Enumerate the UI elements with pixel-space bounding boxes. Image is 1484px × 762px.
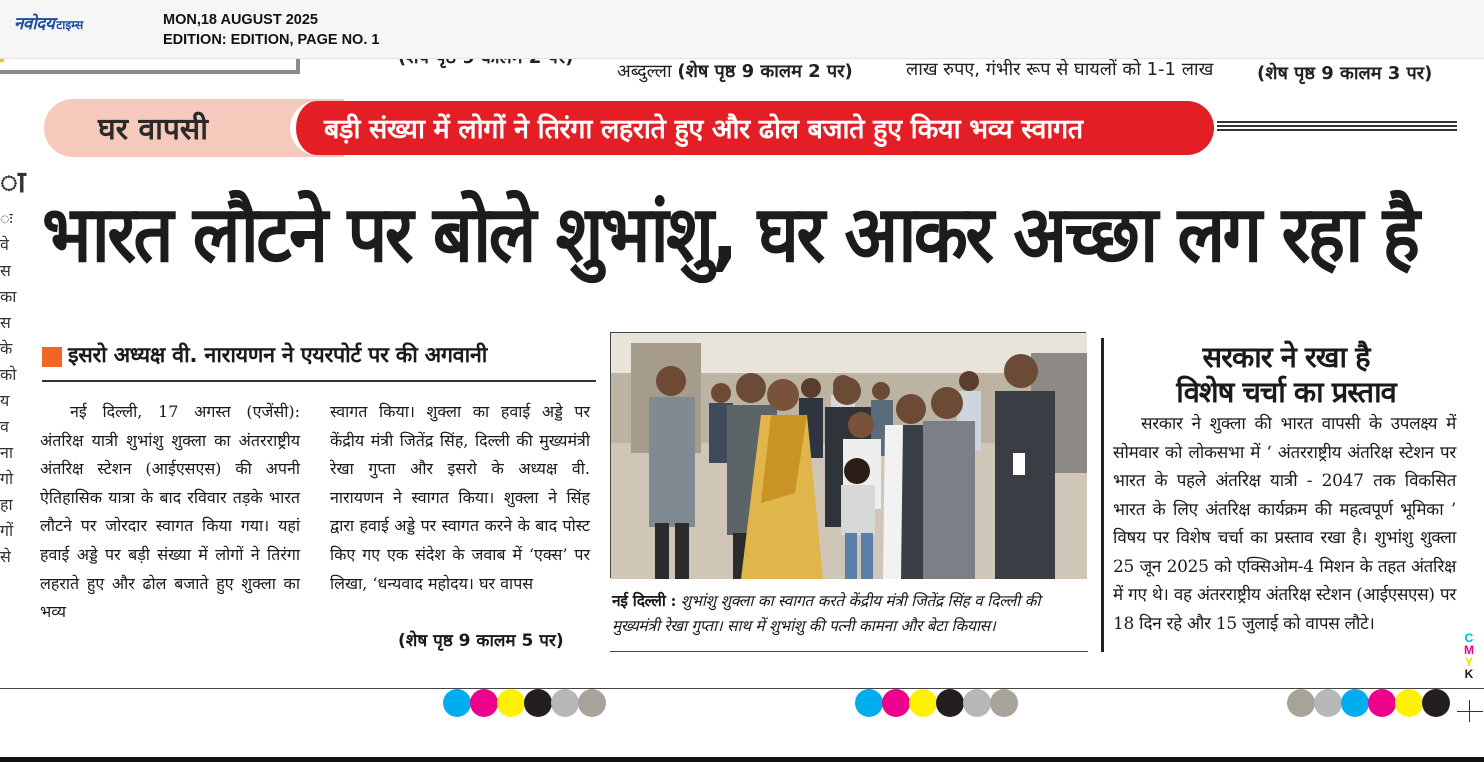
story-jump-line: (शेष पृष्ठ 9 कालम 5 पर) bbox=[398, 631, 564, 651]
color-bar-3 bbox=[1287, 689, 1449, 717]
column-divider bbox=[1101, 338, 1104, 652]
color-dot bbox=[1395, 689, 1423, 717]
kicker-banner bbox=[44, 99, 1214, 157]
caption-rule bbox=[610, 651, 1088, 652]
color-bar-1 bbox=[443, 689, 605, 717]
top-jump-3 bbox=[1257, 60, 1432, 88]
strip-line: को bbox=[0, 365, 17, 384]
color-dot bbox=[578, 689, 606, 717]
sidebar-title[interactable] bbox=[1116, 340, 1456, 410]
strip-line: के bbox=[0, 339, 13, 358]
orange-bullet-icon bbox=[42, 347, 62, 367]
cmyk-mark bbox=[1461, 632, 1477, 680]
color-dot bbox=[963, 689, 991, 717]
page-edge-bar bbox=[0, 757, 1484, 762]
strip-line: ः bbox=[0, 209, 13, 228]
cmyk-letter: C bbox=[1464, 631, 1474, 645]
previous-box-border bbox=[0, 58, 300, 74]
strip-line: हा bbox=[0, 495, 13, 514]
strip-line: स bbox=[0, 261, 11, 280]
viewer-header bbox=[0, 0, 1484, 59]
color-dot bbox=[936, 689, 964, 717]
kicker-strap bbox=[290, 101, 1214, 155]
page-bottom-rule bbox=[0, 688, 1484, 689]
color-bar-2 bbox=[855, 689, 1017, 717]
photo-caption bbox=[612, 588, 1088, 639]
subhead-text: इसरो अध्यक्ष वी. नारायणन ने एयरपोर्ट पर की अगवानी bbox=[68, 343, 488, 368]
color-dot bbox=[1287, 689, 1315, 717]
top-fragment-3-text: लाख रुपए, गंभीर रूप से घायलों को 1-1 लाख bbox=[906, 59, 1214, 80]
sidebar-title-line-1: सरकार ने रखा है bbox=[1202, 340, 1370, 374]
strip-line: य bbox=[0, 391, 10, 410]
cmyk-letter: Y bbox=[1464, 655, 1473, 669]
color-dot bbox=[909, 689, 937, 717]
story-column-1: नई दिल्ली, 17 अगस्त (एजेंसी): अंतरिक्ष यात्री शुभांशु शुक्ला का अंतरराष्ट्रीय अंतरिक्ष स्टेशन (आईएसएस) की अपनी ऐतिहासिक यात्रा के बाद रविवार तड़के भारत लौटने पर जोरदार स्वागत किया गया। यहां हवाई अड्डे पर बड़ी संख्या में लोगों ने तिरंगा लहराते हुए और ढोल बजाते हुए शुक्ला का भव्य bbox=[40, 402, 300, 622]
cutoff-left-column bbox=[0, 160, 26, 570]
strip-line: गो bbox=[0, 469, 14, 488]
color-dot bbox=[551, 689, 579, 717]
strip-line: से bbox=[0, 547, 11, 566]
color-dot bbox=[855, 689, 883, 717]
strip-line: व bbox=[0, 417, 9, 436]
news-photo[interactable] bbox=[610, 332, 1086, 578]
color-dot bbox=[497, 689, 525, 717]
strip-line: स bbox=[0, 313, 11, 332]
strip-line: गों bbox=[0, 521, 14, 540]
date-line: MON,18 AUGUST 2025 bbox=[163, 12, 318, 28]
strip-line: का bbox=[0, 287, 17, 306]
main-headline[interactable]: भारत लौटने पर बोले शुभांशु, घर आकर अच्छा लग रहा है bbox=[42, 190, 1418, 280]
sidebar-title-line-2: विशेष चर्चा का प्रस्ताव bbox=[1176, 375, 1396, 409]
color-dot bbox=[524, 689, 552, 717]
newspaper-logo[interactable] bbox=[14, 11, 83, 34]
color-dot bbox=[882, 689, 910, 717]
strip-line: वे bbox=[0, 235, 9, 254]
color-dot bbox=[470, 689, 498, 717]
decorative-rules bbox=[1217, 121, 1457, 135]
cmyk-letter: M bbox=[1464, 643, 1474, 657]
kicker-label: घर वापसी bbox=[98, 112, 208, 147]
top-jump-3-text: (शेष पृष्ठ 9 कालम 3 पर) bbox=[1257, 63, 1433, 84]
sidebar-body: सरकार ने शुक्ला की भारत वापसी के उपलक्ष्य में सोमवार को लोकसभा में ‘ अंतरराष्ट्रीय अंतरिक्ष स्टेशन पर भारत के पहले अंतरिक्ष यात्री - 2047 तक विकसित भारत के लिए अंतरिक्ष कार्यक्रम की महत्वपूर्ण भूमिका ’ विषय पर विशेष चर्चा का प्रस्ताव रखा है। शुभांशु शुक्ला 25 जून 2025 को एक्सिओम-4 मिशन के तहत अंतरिक्ष में गए थे। वह अंतरराष्ट्रीय अंतरिक्ष स्टेशन (आईएसएस) पर 18 दिन रहे और 15 जुलाई को वापस लौटे। bbox=[1113, 414, 1456, 634]
story-column-2: स्वागत किया। शुक्ला का हवाई अड्डे पर केंद्रीय मंत्री जितेंद्र सिंह, दिल्ली की मुख्यमंत्री रेखा गुप्ता और इसरो के अध्यक्ष वी. नारायणन ने स्वागत किया। शुक्ला ने सिंह द्वारा हवाई अड्डे पर स्वागत करने के बाद पोस्ट किए गए एक संदेश के जवाब में ‘एक्स’ पर लिखा, ‘धन्यवाद महोदय। घर वापस bbox=[330, 402, 590, 593]
strip-line: ना bbox=[0, 443, 14, 462]
story-subhead bbox=[42, 340, 596, 382]
color-dot bbox=[1422, 689, 1450, 717]
color-dot bbox=[990, 689, 1018, 717]
color-dot bbox=[443, 689, 471, 717]
color-dot bbox=[1341, 689, 1369, 717]
color-dot bbox=[1368, 689, 1396, 717]
kicker-text: बड़ी संख्या में लोगों ने तिरंगा लहराते हुए और ढोल बजाते हुए किया भव्य स्वागत bbox=[324, 114, 1083, 145]
registration-crosshair-icon bbox=[1457, 700, 1483, 722]
color-dot bbox=[1314, 689, 1342, 717]
caption-text: शुभांशु शुक्ला का स्वागत करते केंद्रीय मंत्री जितेंद्र सिंह व दिल्ली की मुख्यमंत्री रेखा गुप्ता। साथ में शुभांशु की पत्नी कामना और बेटा कियास। bbox=[612, 592, 1041, 635]
top-jump-2: (शेष पृष्ठ 9 कालम 2 पर) bbox=[677, 61, 853, 82]
cmyk-letter: K bbox=[1464, 667, 1474, 681]
strip-line: ा bbox=[0, 165, 26, 200]
edition-meta bbox=[163, 10, 379, 50]
logo-sub-text: टाइम्स bbox=[56, 18, 84, 32]
top-fragment-2-text: अब्दुल्ला bbox=[617, 61, 672, 82]
caption-place: नई दिल्ली : bbox=[612, 591, 677, 610]
photo-illustration bbox=[611, 333, 1087, 579]
logo-main-text: नवोदय bbox=[14, 14, 55, 34]
top-fragment-3 bbox=[906, 56, 1213, 84]
top-fragment-2 bbox=[617, 58, 853, 86]
edition-line: EDITION: EDITION, PAGE NO. 1 bbox=[163, 32, 380, 48]
